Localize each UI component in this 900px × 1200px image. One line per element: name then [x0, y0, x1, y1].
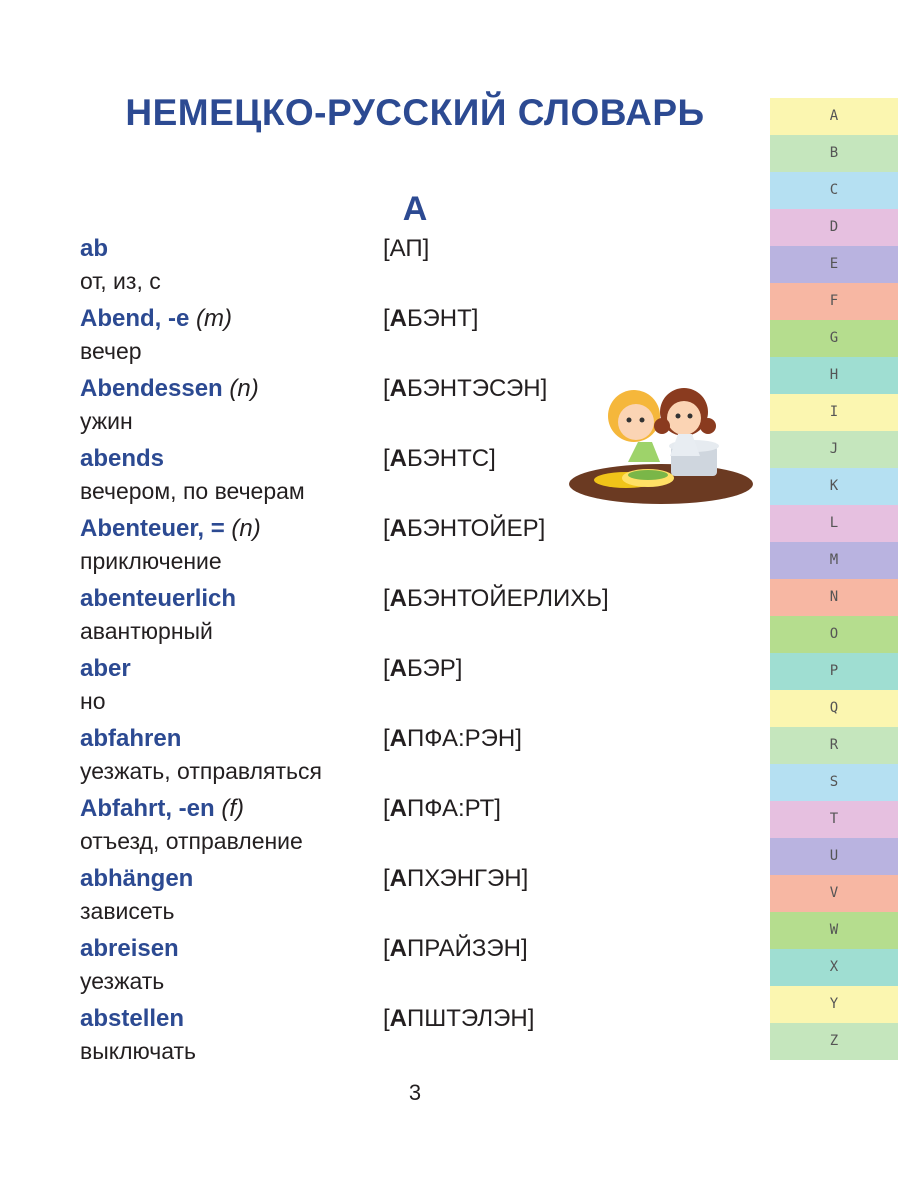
entry-pron-rest: БЭР [407, 655, 456, 682]
alphabet-index [770, 98, 898, 1060]
entry-word: abfahren [80, 725, 182, 752]
alphabet-tab-q[interactable]: Q [770, 690, 898, 727]
dictionary-entry [80, 232, 720, 302]
entry-pron-rest: БЭНТОЙЕРЛИХЬ [407, 585, 603, 612]
alphabet-tab-x[interactable]: X [770, 949, 898, 986]
alphabet-tab-s[interactable]: S [770, 764, 898, 801]
entry-stress: А [389, 515, 408, 542]
entry-word: abenteuerlich [80, 585, 237, 612]
entry-translation: выключать [80, 1038, 197, 1064]
alphabet-tab-p[interactable]: P [770, 653, 898, 690]
entry-pronunciation: [АПХЭНГЭН] [383, 865, 529, 892]
entry-pronunciation: [АПФА:РТ] [383, 795, 501, 822]
entry-word: Abenteuer, = [80, 515, 225, 542]
alphabet-tab-g[interactable]: G [770, 320, 898, 357]
entry-pron-rest: ПФА:РТ [407, 795, 495, 822]
entry-headword [80, 512, 261, 546]
entry-pronunciation: [АПФА:РЭН] [383, 725, 522, 752]
entry-pron-rest: ПРАЙЗЭН [407, 935, 522, 962]
entry-stress: А [389, 655, 408, 682]
entry-pronunciation: [АПШТЭЛЭН] [383, 1005, 535, 1032]
entry-pron-rest: ПШТЭЛЭН [407, 1005, 528, 1032]
entry-translation: уезжать [80, 968, 165, 994]
entry-translation: вечером, по вечерам [80, 478, 305, 504]
entry-word: abends [80, 445, 165, 472]
entry-translation: отъезд, отправление [80, 828, 303, 854]
entry-headword [80, 302, 232, 336]
entry-translation: но [80, 688, 106, 714]
entry-pronunciation: [АП] [383, 235, 430, 262]
entry-headword [80, 792, 244, 826]
entry-headword [80, 722, 181, 756]
alphabet-tab-r[interactable]: R [770, 727, 898, 764]
section-letter: A [402, 190, 428, 228]
entry-stress: А [389, 375, 408, 402]
entry-pronunciation: [АБЭНТ] [383, 305, 479, 332]
alphabet-tab-v[interactable]: V [770, 875, 898, 912]
entry-pron-rest: БЭНТЭСЭН [407, 375, 541, 402]
entry-word: Abendessen [80, 375, 223, 402]
entry-word: abstellen [80, 1005, 185, 1032]
entry-gender: (f) [221, 795, 244, 822]
entry-gender: (m) [196, 305, 232, 332]
entry-pronunciation: [АБЭНТОЙЕРЛИХЬ] [383, 585, 609, 612]
entry-translation: ужин [80, 408, 133, 434]
entry-translation: зависеть [80, 898, 175, 924]
entry-pron-rest: ПХЭНГЭН [407, 865, 522, 892]
alphabet-tab-k[interactable]: K [770, 468, 898, 505]
entry-word: ab [80, 235, 109, 262]
page-title: НЕМЕЦКО-РУССКИЙ СЛОВАРЬ [125, 92, 705, 133]
dictionary-entry [80, 722, 720, 792]
alphabet-tab-z[interactable]: Z [770, 1023, 898, 1060]
dictionary-entry [80, 862, 720, 932]
children-cooking-illustration [566, 376, 756, 506]
alphabet-tab-m[interactable]: M [770, 542, 898, 579]
alphabet-tab-y[interactable]: Y [770, 986, 898, 1023]
entry-pron-rest: АП [389, 235, 423, 262]
entry-word: Abend, -e [80, 305, 190, 332]
dictionary-entry [80, 792, 720, 862]
dictionary-entries [80, 232, 720, 1072]
entry-pron-rest: ПФА:РЭН [407, 725, 516, 752]
alphabet-tab-u[interactable]: U [770, 838, 898, 875]
entry-headword [80, 372, 259, 406]
page-number: 3 [408, 1080, 422, 1105]
entry-headword [80, 932, 179, 966]
entry-pronunciation: [АПРАЙЗЭН] [383, 935, 528, 962]
dictionary-entry [80, 652, 720, 722]
entry-stress: А [389, 935, 408, 962]
entry-headword [80, 652, 131, 686]
entry-word: abreisen [80, 935, 179, 962]
alphabet-tab-c[interactable]: C [770, 172, 898, 209]
entry-stress: А [389, 725, 408, 752]
entry-headword [80, 232, 108, 266]
entry-translation: от, из, с [80, 268, 161, 294]
alphabet-tab-f[interactable]: F [770, 283, 898, 320]
entry-word: abhängen [80, 865, 194, 892]
entry-gender: (n) [229, 375, 259, 402]
entry-stress: А [389, 795, 408, 822]
alphabet-tab-o[interactable]: O [770, 616, 898, 653]
entry-pron-rest: БЭНТ [407, 305, 472, 332]
entry-headword [80, 1002, 184, 1036]
alphabet-tab-a[interactable]: A [770, 98, 898, 135]
entry-word: aber [80, 655, 131, 682]
entry-pron-rest: БЭНТС [407, 445, 490, 472]
entry-pron-rest: БЭНТОЙЕР [407, 515, 539, 542]
entry-translation: приключение [80, 548, 222, 574]
alphabet-tab-e[interactable]: E [770, 246, 898, 283]
alphabet-tab-w[interactable]: W [770, 912, 898, 949]
alphabet-tab-b[interactable]: B [770, 135, 898, 172]
entry-headword [80, 442, 164, 476]
entry-pronunciation: [АБЭНТОЙЕР] [383, 515, 546, 542]
dictionary-entry [80, 932, 720, 1002]
entry-headword [80, 582, 236, 616]
entry-translation: вечер [80, 338, 142, 364]
entry-stress: А [389, 1005, 408, 1032]
dictionary-entry [80, 1002, 720, 1072]
dictionary-entry [80, 582, 720, 652]
entry-pronunciation: [АБЭНТС] [383, 445, 496, 472]
entry-translation: авантюрный [80, 618, 213, 644]
alphabet-tab-i[interactable]: I [770, 394, 898, 431]
entry-pronunciation: [АБЭНТЭСЭН] [383, 375, 548, 402]
alphabet-tab-n[interactable]: N [770, 579, 898, 616]
entry-stress: А [389, 305, 408, 332]
entry-stress: А [389, 865, 408, 892]
entry-stress: А [389, 445, 408, 472]
alphabet-tab-t[interactable]: T [770, 801, 898, 838]
dictionary-entry [80, 302, 720, 372]
alphabet-tab-h[interactable]: H [770, 357, 898, 394]
entry-headword [80, 862, 193, 896]
entry-translation: уезжать, отправляться [80, 758, 322, 784]
dictionary-entry [80, 512, 720, 582]
entry-word: Abfahrt, -en [80, 795, 215, 822]
entry-gender: (n) [231, 515, 261, 542]
alphabet-tab-d[interactable]: D [770, 209, 898, 246]
alphabet-tab-l[interactable]: L [770, 505, 898, 542]
entry-stress: А [389, 585, 408, 612]
entry-pronunciation: [АБЭР] [383, 655, 463, 682]
alphabet-tab-j[interactable]: J [770, 431, 898, 468]
